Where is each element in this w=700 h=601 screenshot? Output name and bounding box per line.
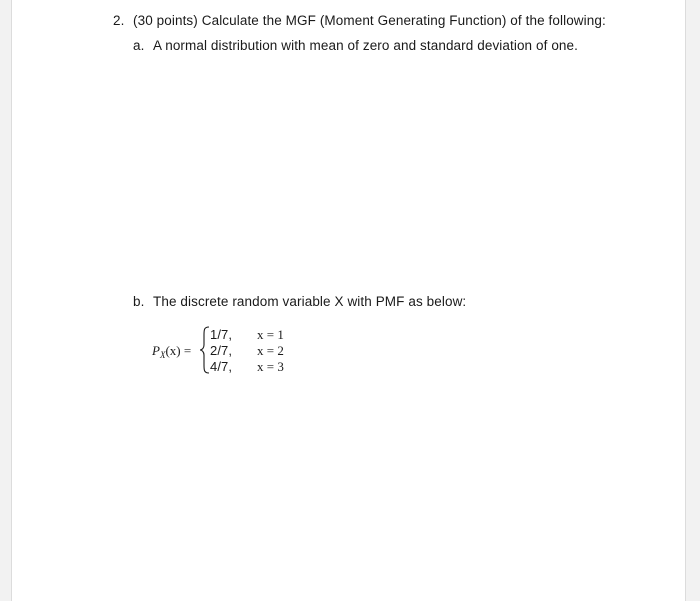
part-b-label: b. [133,294,145,309]
pmf-case-3-condition: x = 3 [257,359,284,374]
part-b-text: The discrete random variable X with PMF as below: [153,294,467,309]
question-number: 2. [113,13,125,28]
pmf-case-1-value: 1/7, [210,327,233,342]
pmf-case-3-value: 4/7, [210,359,233,374]
pmf-case-2-value: 2/7, [210,343,233,358]
pmf-case-2-condition: x = 2 [257,343,284,358]
pmf-case-1-condition: x = 1 [257,327,284,342]
pmf-lhs [152,343,191,360]
part-a-label: a. [133,38,145,53]
pmf-lhs-symbol: P [152,343,160,358]
pmf-lhs-arg: (x) = [165,343,192,358]
part-a-text: A normal distribution with mean of zero and standard deviation of one. [153,38,578,53]
question-prompt: (30 points) Calculate the MGF (Moment Generating Function) of the following: [133,13,606,28]
pmf-lhs-subscript: X [159,350,166,360]
document-page [11,0,686,601]
